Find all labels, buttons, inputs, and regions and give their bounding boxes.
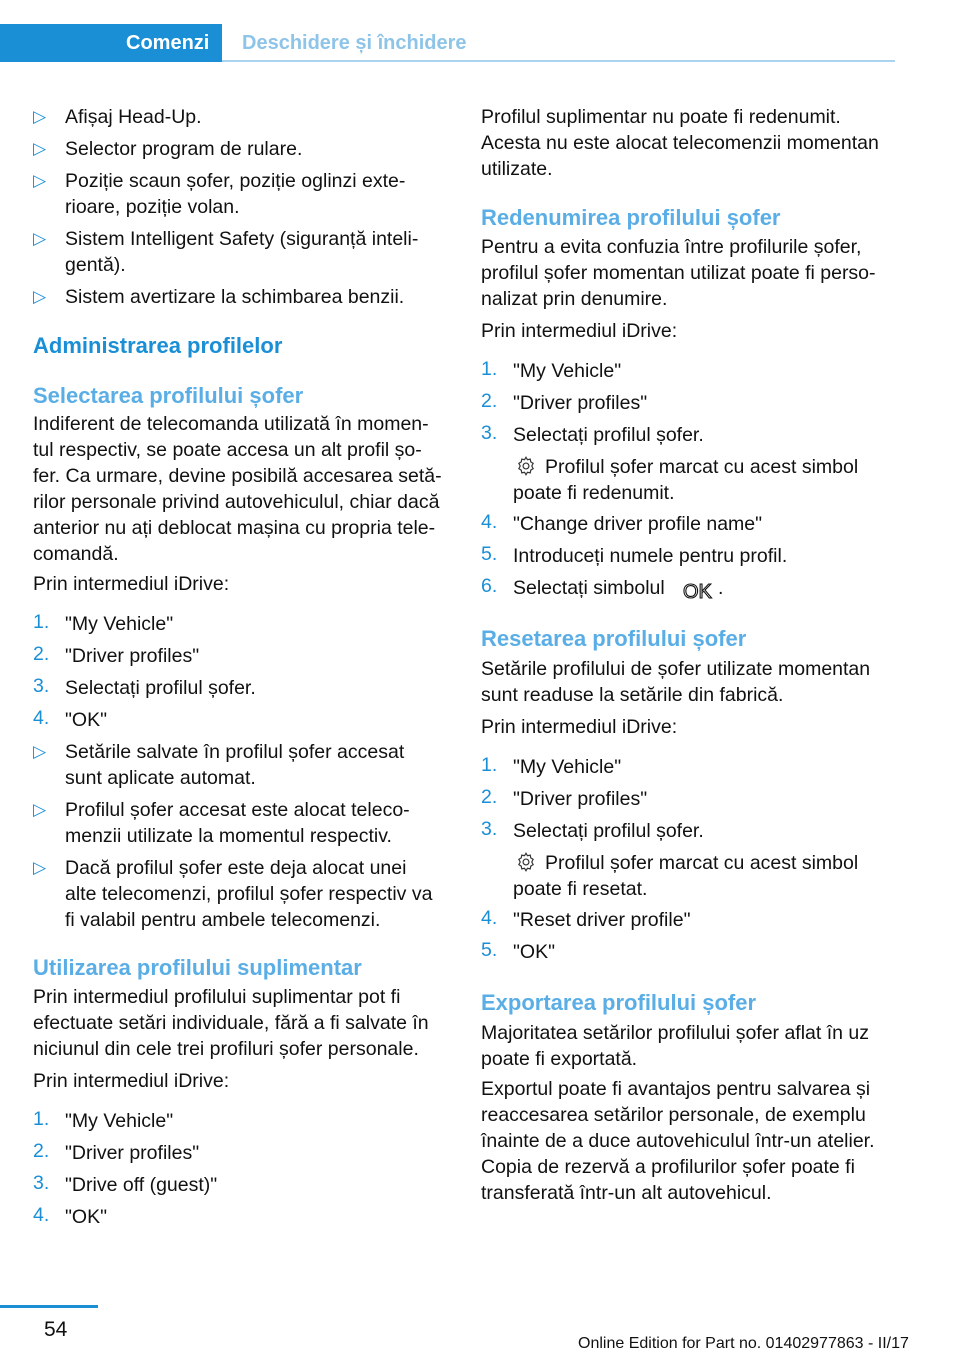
page-number: 54 [44,1318,68,1341]
step-text: "My Vehicle" [65,1110,174,1132]
bullet-marker: ▷ [33,858,47,877]
paragraph-line: efectuate setări individuale, fără a fi salvate în [33,1012,429,1034]
paragraph-line: Pentru a evita confuzia între profilurile șofer, [481,236,862,258]
step-number: 1. [33,611,50,633]
bullet-marker: ▷ [33,742,47,761]
step-text: "My Vehicle" [65,613,174,635]
page-header [0,0,960,66]
paragraph-line: Acesta nu este alocat telecomenzii momentan [481,132,879,154]
paragraph-line: anterior nu ați deblocat mașina cu propria tele- [33,517,436,539]
paragraph-line: Exportul poate fi avantajos pentru salvarea și [481,1078,871,1100]
paragraph-line: Copia de rezervă a profilurilor șofer poate fi [481,1156,855,1178]
paragraph-line: utilizate. [481,158,553,180]
subsection-heading: Utilizarea profilului suplimentar [33,955,362,980]
note-line: Profilul șofer marcat cu acest simbol [545,456,859,478]
step-number: 2. [481,390,498,412]
bullet-text: menzii utilizate la momentul respectiv. [65,825,392,847]
step-number: 1. [481,754,498,776]
note-line: poate fi resetat. [513,878,648,900]
paragraph-line: comandă. [33,543,119,565]
bullet-text: fi valabil pentru ambele telecomenzi. [65,909,381,931]
paragraph-line: fer. Ca urmare, devine posibilă accesarea setă- [33,465,442,487]
paragraph-line: poate fi exportată. [481,1048,638,1070]
tab-deschidere: Deschidere și închidere [242,32,467,54]
step-text: Selectați simbolul [513,577,665,599]
bullet-text: Setările salvate în profilul șofer accesat [65,741,405,763]
paragraph-line: Profilul suplimentar nu poate fi redenumit. [481,106,841,128]
bullet-text: rioare, poziție volan. [65,196,240,218]
subsection-heading: Selectarea profilului șofer [33,383,304,408]
subsection-heading: Resetarea profilului șofer [481,626,747,651]
paragraph-line: Prin intermediul iDrive: [33,573,230,595]
bullet-text: Poziție scaun șofer, poziție oglinzi exte- [65,170,406,192]
step-number: 3. [33,1172,50,1194]
paragraph-line: tul respectiv, se poate accesa un alt profil șo- [33,439,422,461]
step-text: "Drive off (guest)" [65,1174,218,1196]
step-text: "My Vehicle" [513,360,622,382]
gear-icon [515,455,537,477]
paragraph-line: Prin intermediul iDrive: [481,716,678,738]
bullet-text: Profilul șofer accesat este alocat teleco- [65,799,410,821]
step-number: 4. [481,907,498,929]
step-text: Introduceți numele pentru profil. [513,545,788,567]
step-number: 3. [481,422,498,444]
paragraph-line: înainte de a duce autovehiculul într-un atelier. [481,1130,875,1152]
step-number: 4. [33,707,50,729]
step-text: "Driver profiles" [513,788,648,810]
paragraph-line: rilor personale privind autovehiculul, chiar dacă [33,491,440,513]
step-number: 5. [481,939,498,961]
ok-symbol-icon [679,579,719,603]
step-number: 1. [481,358,498,380]
paragraph-line: sunt readuse la setările din fabrică. [481,684,784,706]
paragraph-line: Prin intermediul profilului suplimentar pot fi [33,986,401,1008]
step-number: 1. [33,1108,50,1130]
bullet-text: Afișaj Head-Up. [65,106,202,128]
subsection-heading: Redenumirea profilului șofer [481,205,781,230]
bullet-text: Selector program de rulare. [65,138,303,160]
step-number: 4. [33,1204,50,1226]
bullet-marker: ▷ [33,107,47,126]
header-rule [222,60,895,62]
paragraph-line: Prin intermediul iDrive: [481,320,678,342]
step-text: . [718,577,724,599]
bullet-marker: ▷ [33,229,47,248]
paragraph-line: niciunul din cele trei profiluri șofer personale. [33,1038,419,1060]
subsection-heading: Exportarea profilului șofer [481,990,757,1015]
svg-text:OK: OK [683,581,712,603]
paragraph-line: profilul șofer momentan utilizat poate fi perso- [481,262,876,284]
bullet-marker: ▷ [33,171,47,190]
bullet-text: sunt aplicate automat. [65,767,256,789]
step-number: 6. [481,575,498,597]
bullet-text: alte telecomenzi, profilul șofer respectiv va [65,883,433,905]
step-number: 3. [481,818,498,840]
step-text: "Driver profiles" [513,392,648,414]
paragraph-line: Majoritatea setărilor profilului șofer aflat în uz [481,1022,870,1044]
step-text: "Change driver profile name" [513,513,763,535]
section-heading: Administrarea profilelor [33,333,283,358]
step-text: Selectați profilul șofer. [65,677,256,699]
bullet-marker: ▷ [33,800,47,819]
step-text: Selectați profilul șofer. [513,820,704,842]
step-text: "OK" [65,709,108,731]
paragraph-line: Prin intermediul iDrive: [33,1070,230,1092]
paragraph-line: transferată într-un alt autovehicul. [481,1182,772,1204]
step-number: 4. [481,511,498,533]
bullet-text: gentă). [65,254,126,276]
step-text: "My Vehicle" [513,756,622,778]
step-text: "Driver profiles" [65,1142,200,1164]
gear-icon [515,851,537,873]
bullet-text: Dacă profilul șofer este deja alocat unei [65,857,407,879]
step-text: "Reset driver profile" [513,909,691,931]
bullet-marker: ▷ [33,139,47,158]
step-text: "OK" [513,941,556,963]
paragraph-line: nalizat prin denumire. [481,288,668,310]
paragraph-line: Setările profilului de șofer utilizate momentan [481,658,871,680]
footer-rule [0,1305,98,1308]
step-number: 3. [33,675,50,697]
paragraph-line: reaccesarea setărilor personale, de exemplu [481,1104,866,1126]
bullet-text: Sistem Intelligent Safety (siguranță inteli- [65,228,419,250]
tab-comenzi: Comenzi [0,24,222,62]
step-number: 2. [33,643,50,665]
step-text: "Driver profiles" [65,645,200,667]
edition-note: Online Edition for Part no. 01402977863 - II/17 [578,1335,909,1352]
step-number: 2. [33,1140,50,1162]
bullet-text: Sistem avertizare la schimbarea benzii. [65,286,405,308]
step-text: Selectați profilul șofer. [513,424,704,446]
note-line: Profilul șofer marcat cu acest simbol [545,852,859,874]
bullet-marker: ▷ [33,287,47,306]
step-number: 2. [481,786,498,808]
step-number: 5. [481,543,498,565]
step-text: "OK" [65,1206,108,1228]
note-line: poate fi redenumit. [513,482,675,504]
paragraph-line: Indiferent de telecomanda utilizată în momen- [33,413,429,435]
